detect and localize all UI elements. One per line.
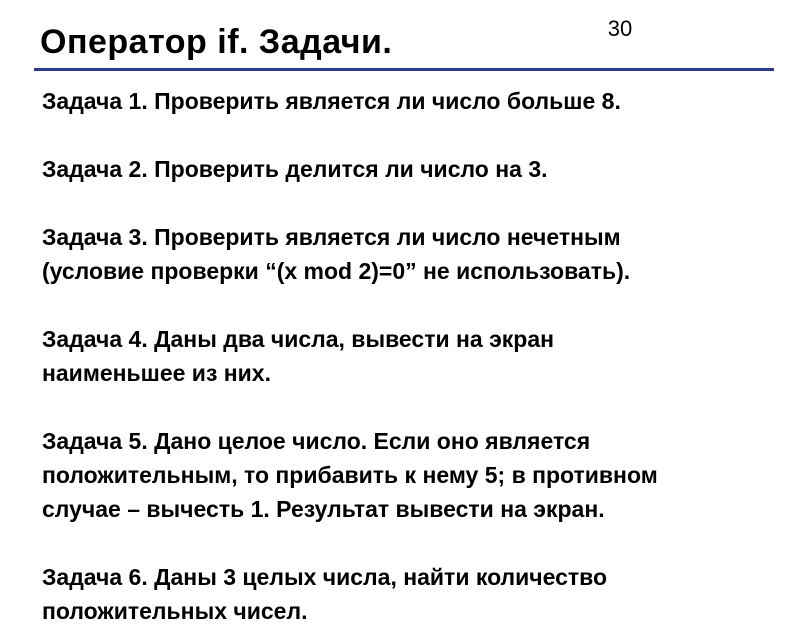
task-item-4 [42,322,782,390]
task-5-line-3: случае – вычесть 1. Результат вывести на экран. [42,496,605,522]
task-6-line-1: Задача 6. Даны 3 целых числа, найти количество [42,564,608,590]
task-3-line-1: Задача 3. Проверить является ли число нечетным [42,224,621,250]
title-divider [34,68,774,71]
task-2-line-1: Задача 2. Проверить делится ли число на 3. [42,156,548,182]
task-item-3 [42,220,782,288]
task-1-line-1: Задача 1. Проверить является ли число больше 8. [42,88,621,114]
task-5-line-2: положительным, то прибавить к нему 5; в противном [42,462,658,488]
task-item-1 [42,84,782,118]
task-item-2 [42,152,782,186]
task-4-line-2: наименьшее из них. [42,360,271,386]
task-item-5 [42,424,782,526]
task-4-line-1: Задача 4. Даны два числа, вывести на экран [42,326,555,352]
task-3-line-2: (условие проверки “(x mod 2)=0” не использовать). [42,258,631,284]
task-5-line-1: Задача 5. Дано целое число. Если оно является [42,428,591,454]
task-list [42,84,782,628]
slide-number: 30 [607,16,633,41]
slide-title: Оператор if. Задачи. [40,23,393,61]
task-6-line-2: положительных чисел. [42,598,308,624]
task-item-6 [42,560,782,628]
